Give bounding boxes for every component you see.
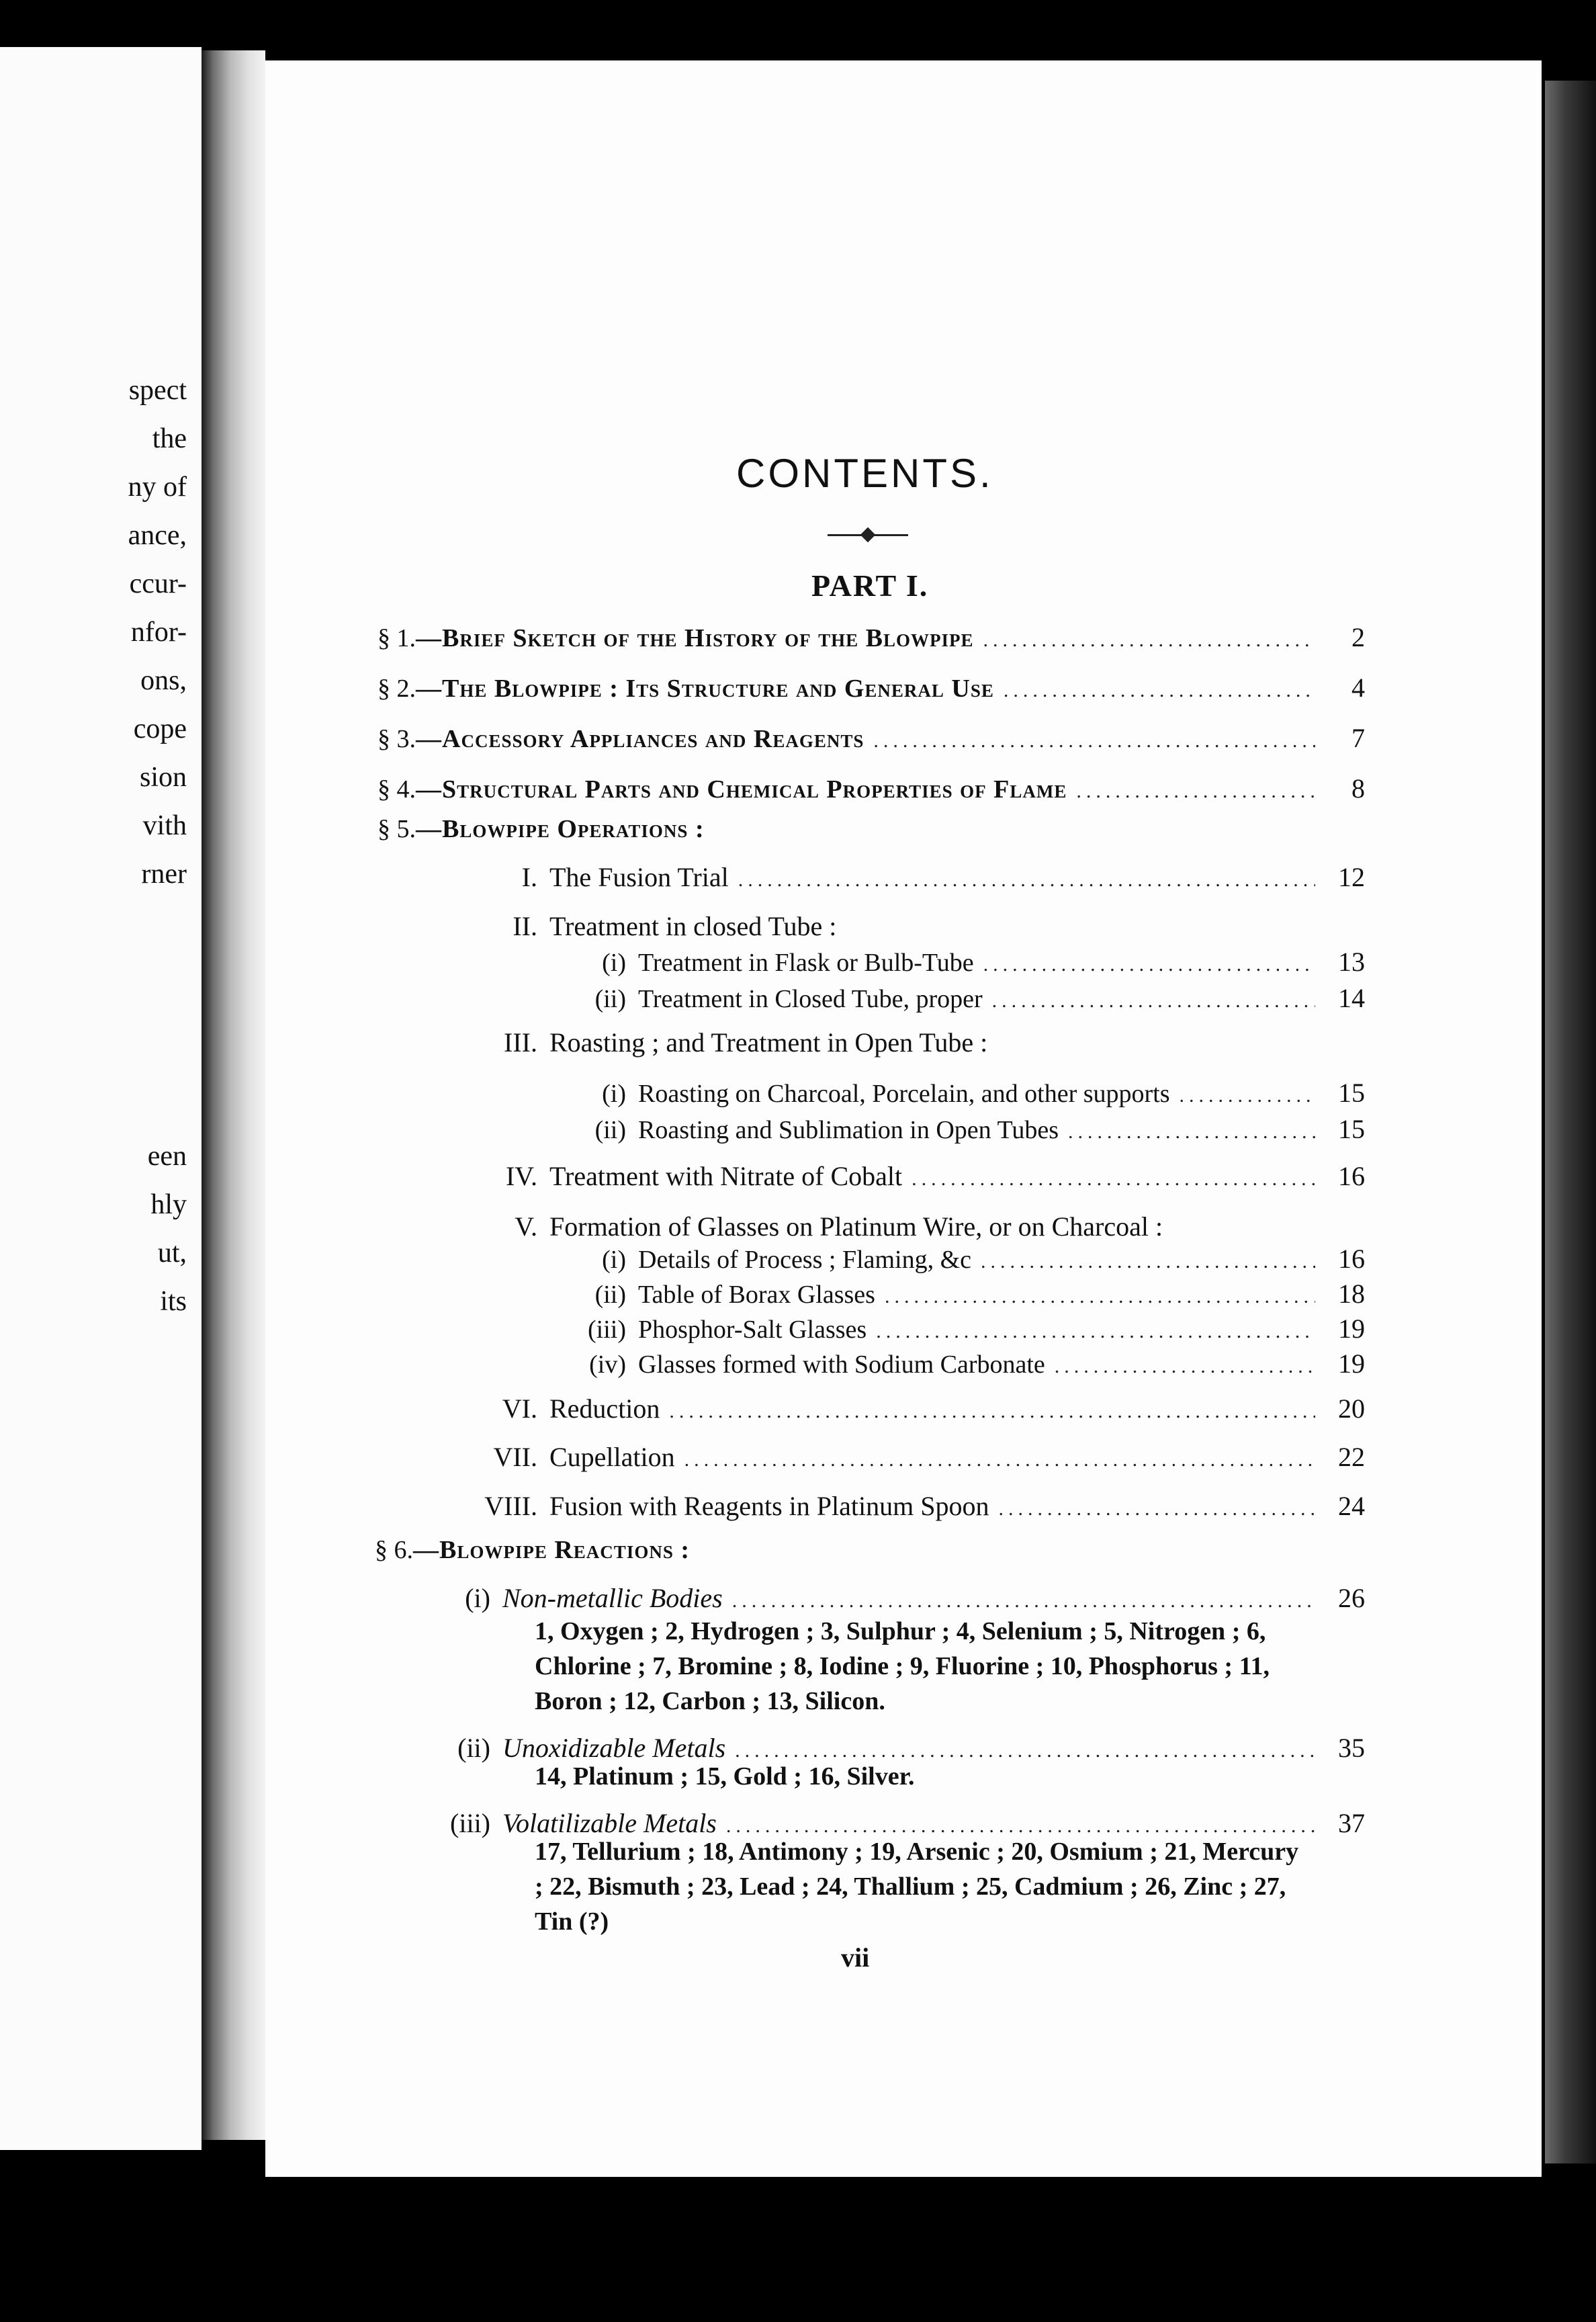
entry-title: Non-metallic Bodies: [502, 1583, 723, 1613]
toc-entry[interactable]: [571, 1113, 1365, 1145]
toc-entry[interactable]: [378, 722, 1365, 754]
left-page-fragment: rner: [141, 859, 187, 890]
dot-leader: [684, 1449, 1315, 1471]
entry-number: (i): [602, 1246, 626, 1274]
section-title: —Blowpipe Reactions :: [413, 1536, 690, 1564]
dot-leader: [732, 1590, 1315, 1612]
entry-title: Roasting and Sublimation in Open Tubes: [638, 1116, 1059, 1144]
section-number: § 4.: [378, 775, 416, 804]
toc-entry[interactable]: [457, 1393, 1365, 1424]
page-number: 12: [1338, 862, 1365, 892]
dot-leader: [981, 1250, 1315, 1273]
toc-entry[interactable]: [571, 1278, 1365, 1309]
dot-leader: [983, 629, 1315, 652]
left-page-fragment: ny of: [128, 472, 187, 503]
part-heading: PART I.: [811, 568, 929, 603]
entry-title: The Fusion Trial: [549, 862, 729, 892]
entry-number: VIII.: [484, 1491, 537, 1521]
left-page-fragment: cope: [133, 714, 187, 744]
entry-number: V.: [515, 1211, 537, 1242]
dot-leader: [885, 1285, 1315, 1308]
toc-entry[interactable]: [571, 946, 1365, 978]
entry-title: Treatment in closed Tube :: [549, 911, 837, 941]
left-page-fragment: nfor-: [130, 617, 187, 648]
page-number: 14: [1338, 983, 1365, 1013]
page-number: 13: [1338, 947, 1365, 977]
toc-entry[interactable]: [437, 1582, 1365, 1614]
entry-title: Roasting on Charcoal, Porcelain, and other supports: [638, 1080, 1170, 1108]
entry-title: Glasses formed with Sodium Carbonate: [638, 1350, 1045, 1379]
entry-number: (iii): [450, 1808, 490, 1838]
entry-detail: 17, Tellurium ; 18, Antimony ; 19, Arsenic ; 20, Osmium ; 21, Mercury ; 22, Bismuth ; 23, Lead ; 24, Thallium ; 25, Cadmium ; 26, Zinc ; 27, Tin (?): [535, 1838, 1299, 1936]
entry-number: (iii): [588, 1316, 626, 1344]
page-number: 19: [1338, 1348, 1365, 1379]
section-title: —Structural Parts and Chemical Properties of Flame: [416, 775, 1067, 804]
page-title: CONTENTS.: [736, 451, 993, 496]
entry-title: Fusion with Reagents in Platinum Spoon: [549, 1491, 989, 1521]
dot-leader: [998, 1498, 1315, 1520]
page-number: 18: [1338, 1279, 1365, 1309]
left-page-fragment: its: [160, 1286, 187, 1317]
toc-entry[interactable]: [470, 861, 1365, 893]
page-folio: vii: [841, 1942, 870, 1973]
entry-number: (i): [602, 1080, 626, 1108]
toc-section-heading: [378, 814, 705, 844]
dot-leader: [1068, 1121, 1315, 1144]
dot-leader: [992, 990, 1315, 1013]
entry-number: (ii): [594, 1116, 626, 1144]
page-number: 20: [1338, 1393, 1365, 1424]
dot-leader: [876, 1320, 1315, 1343]
page-number: 4: [1351, 673, 1365, 703]
page-number: 24: [1338, 1491, 1365, 1521]
entry-title: Treatment with Nitrate of Cobalt: [549, 1161, 903, 1191]
entry-number: (i): [465, 1583, 490, 1613]
entry-title: Reduction: [549, 1393, 660, 1424]
page-number: 15: [1338, 1078, 1365, 1108]
entry-number: VII.: [493, 1442, 537, 1472]
entry-title: Table of Borax Glasses: [638, 1281, 875, 1309]
dot-leader: [738, 869, 1315, 892]
toc-subheading: [470, 1211, 1163, 1242]
dot-leader: [1055, 1355, 1315, 1378]
toc-entry[interactable]: [571, 1348, 1365, 1379]
entry-title: Treatment in Closed Tube, proper: [638, 985, 983, 1013]
page-number: 35: [1338, 1733, 1365, 1763]
toc-entry[interactable]: [571, 1077, 1365, 1109]
toc-entry[interactable]: [457, 1441, 1365, 1473]
entry-title: Roasting ; and Treatment in Open Tube :: [549, 1027, 988, 1058]
toc-entry[interactable]: [378, 621, 1365, 653]
dot-leader: [983, 953, 1315, 976]
section-number: § 6.: [375, 1536, 413, 1564]
entry-number: II.: [513, 911, 537, 941]
page-number: 15: [1338, 1114, 1365, 1144]
section-title: —Brief Sketch of the History of the Blowpipe: [416, 624, 974, 652]
toc-entry[interactable]: [378, 672, 1365, 703]
left-page-fragment: the: [152, 423, 187, 454]
left-page-fragment: ut,: [157, 1238, 187, 1268]
section-title: —Blowpipe Operations :: [416, 815, 705, 843]
entry-number: IV.: [505, 1161, 537, 1191]
page-number: 2: [1351, 622, 1365, 652]
page-number: 8: [1351, 773, 1365, 804]
entry-number: VI.: [502, 1393, 537, 1424]
section-number: § 2.: [378, 675, 416, 703]
entry-title: Volatilizable Metals: [502, 1808, 717, 1838]
left-page-fragment: ons,: [140, 665, 187, 696]
entry-title: Treatment in Flask or Bulb-Tube: [638, 949, 974, 977]
toc-section-heading: [375, 1535, 690, 1565]
page-number: 19: [1338, 1314, 1365, 1344]
entry-number: (ii): [457, 1733, 490, 1763]
page-number: 16: [1338, 1244, 1365, 1274]
entry-title: Formation of Glasses on Platinum Wire, or on Charcoal :: [549, 1211, 1163, 1242]
left-page-fragment: vith: [142, 810, 187, 841]
toc-entry[interactable]: [443, 1490, 1365, 1522]
entry-number: III.: [504, 1027, 537, 1058]
entry-number: (ii): [594, 985, 626, 1013]
toc-entry[interactable]: [571, 1313, 1365, 1344]
left-page-fragment: sion: [139, 762, 187, 793]
toc-entry[interactable]: [571, 1243, 1365, 1275]
dot-leader: [912, 1168, 1315, 1191]
entry-number: (i): [602, 949, 626, 977]
entry-title: Unoxidizable Metals: [502, 1733, 726, 1763]
dot-leader: [1004, 679, 1315, 702]
entry-number: (iv): [589, 1350, 626, 1379]
dot-leader: [669, 1400, 1315, 1423]
dot-leader: [1180, 1084, 1315, 1107]
entry-detail: 14, Platinum ; 15, Gold ; 16, Silver.: [535, 1762, 915, 1791]
entry-number: I.: [521, 862, 537, 892]
page-number: 22: [1338, 1442, 1365, 1472]
page-number: 26: [1338, 1583, 1365, 1613]
entry-title: Cupellation: [549, 1442, 675, 1472]
entry-detail: 1, Oxygen ; 2, Hydrogen ; 3, Sulphur ; 4, Selenium ; 5, Nitrogen ; 6, Chlorine ; 7, Bromine ; 8, Iodine ; 9, Fluorine ; 10, Phosphorus ; 11, Boron ; 12, Carbon ; 13, Silicon.: [535, 1617, 1270, 1715]
entry-title: Details of Process ; Flaming, &c: [638, 1246, 972, 1274]
toc-entry[interactable]: [470, 1160, 1365, 1192]
section-title: —The Blowpipe : Its Structure and General Use: [416, 675, 994, 703]
left-page-fragment: ccur-: [129, 568, 187, 599]
section-title: —Accessory Appliances and Reagents: [416, 725, 864, 753]
toc-entry[interactable]: [571, 982, 1365, 1014]
toc-subheading: [470, 1027, 987, 1058]
dot-leader: [873, 730, 1315, 752]
entry-title: Phosphor-Salt Glasses: [638, 1316, 867, 1344]
section-number: § 5.: [378, 815, 416, 843]
left-page-fragment: een: [147, 1141, 187, 1172]
section-number: § 1.: [378, 624, 416, 652]
section-number: § 3.: [378, 725, 416, 753]
left-page-fragment: ance,: [128, 520, 187, 551]
entry-number: (ii): [594, 1281, 626, 1309]
page-number: 37: [1338, 1808, 1365, 1838]
page-number: 16: [1338, 1161, 1365, 1191]
toc-subheading: [470, 910, 836, 942]
left-page-fragment: hly: [150, 1189, 187, 1220]
toc-entry[interactable]: [378, 773, 1365, 804]
dot-leader: [1076, 780, 1315, 803]
left-page-fragment: spect: [128, 375, 187, 406]
page-number: 7: [1351, 723, 1365, 753]
